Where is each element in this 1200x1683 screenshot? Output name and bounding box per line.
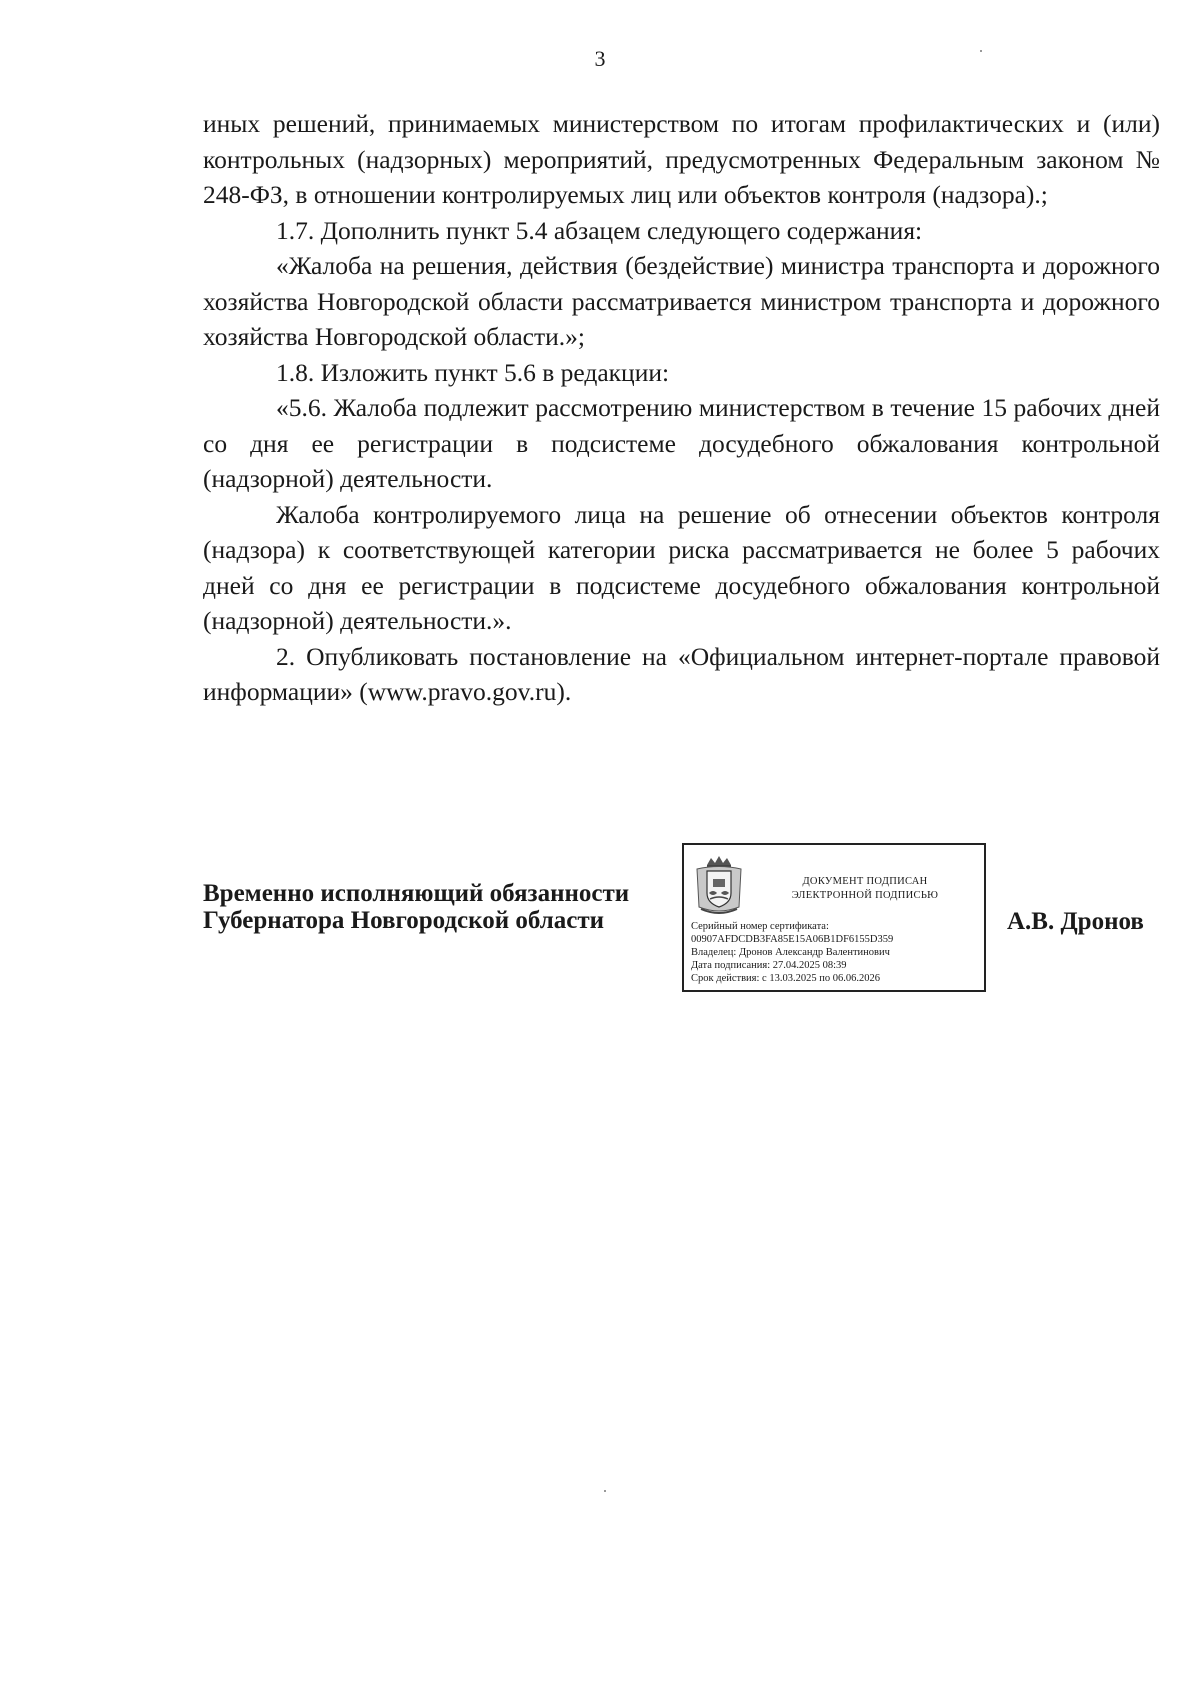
position-line: Временно исполняющий обязанности [203,880,630,907]
scan-speck [604,1490,606,1492]
electronic-signature-stamp [682,843,986,992]
signing-date: Дата подписания: 27.04.2025 08:39 [691,960,847,971]
certificate-owner: Владелец: Дронов Александр Валентинович [691,947,890,958]
stamp-title-line: ДОКУМЕНТ ПОДПИСАН [802,876,928,887]
paragraph: 1.7. Дополнить пункт 5.4 абзацем следующего содержания: [276,215,923,245]
certificate-validity: Срок действия: с 13.03.2025 по 06.06.2026 [691,973,880,984]
coat-of-arms-icon [693,855,745,917]
stamp-title-line: ЭЛЕКТРОННОЙ ПОДПИСЬЮ [791,890,939,901]
paragraph: Жалоба контролируемого лица на решение об отнесении объектов контроля (надзора) к соответствующей категории риска рассматривается не более 5 рабочих дней со дня ее регистрации в подсистеме досудебного обжалования контрольной (надзорной) деятельности.». [203,499,1160,635]
signatory-position [203,880,629,934]
scan-speck [980,50,982,52]
paragraph: 2. Опубликовать постановление на «Официальном интернет-портале правовой информации» (www.pravo.gov.ru). [203,641,1160,706]
paragraph: иных решений, принимаемых министерством по итогам профилактических и (или) контрольных (надзорных) мероприятий, предусмотренных Федеральным законом № 248-ФЗ, в отношении контролируемых лиц или объектов контроля (надзора).; [203,109,1160,209]
paragraph: 1.8. Изложить пункт 5.6 в редакции: [276,357,670,387]
certificate-serial-label: Серийный номер сертификата: [691,921,829,932]
document-body [203,106,1160,710]
page-number: 3 [594,46,606,71]
paragraph: «Жалоба на решения, действия (бездействие) министра транспорта и дорожного хозяйства Новгородской области рассматривается министром транспорта и дорожного хозяйства Новгородской области.»; [203,251,1160,351]
paragraph: «5.6. Жалоба подлежит рассмотрению министерством в течение 15 рабочих дней со дня ее регистрации в подсистеме досудебного обжалования контрольной (надзорной) деятельности. [203,393,1160,493]
position-line: Губернатора Новгородской области [203,907,605,934]
certificate-serial-value: 00907AFDCDB3FA85E15A06B1DF6155D359 [691,934,894,945]
signatory-name: А.В. Дронов [1007,908,1144,935]
